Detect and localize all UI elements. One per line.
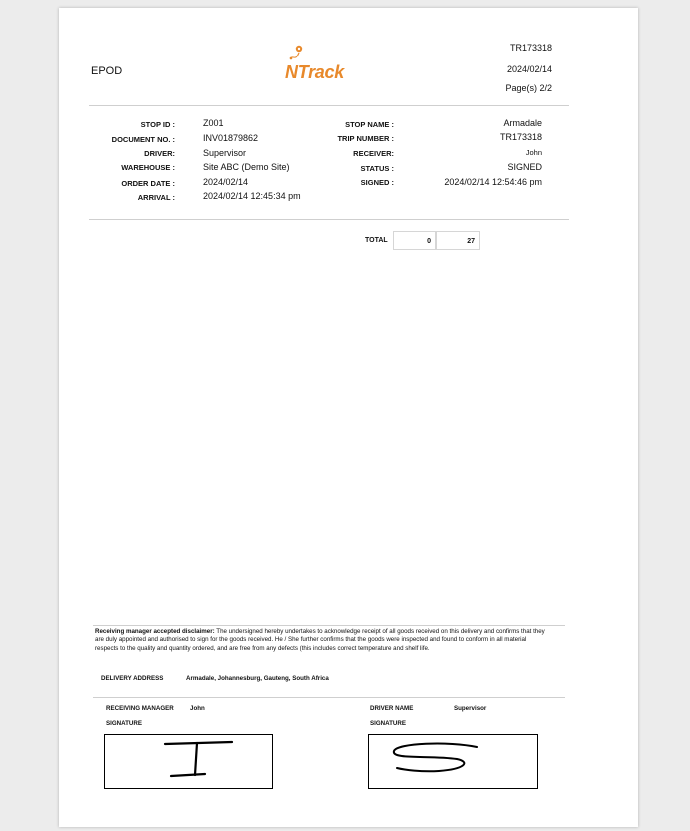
field-label: RECEIVER: (353, 149, 394, 158)
location-pin-icon (289, 44, 305, 60)
field-label: SIGNED : (360, 178, 394, 187)
field-value: Supervisor (203, 148, 247, 158)
field-label: STOP ID : (140, 120, 175, 129)
trip-ref: TR173318 (509, 43, 552, 53)
delivery-address-value: Armadale, Johannesburg, Gauteng, South Africa (186, 675, 329, 682)
doc-type: EPOD (91, 65, 123, 77)
field-label: TRIP NUMBER : (337, 134, 394, 143)
field-label: DRIVER: (144, 149, 175, 158)
divider (93, 697, 565, 698)
field-value: 2024/02/14 (203, 177, 249, 187)
field-value: 2024/02/14 12:54:46 pm (444, 177, 542, 187)
receiving-signature-box (104, 734, 273, 789)
field-label: WAREHOUSE : (121, 163, 175, 172)
driver-signature-image (369, 735, 537, 788)
field-value: John (525, 148, 542, 157)
receiving-signature-image (105, 735, 272, 788)
field-label: ARRIVAL : (137, 193, 175, 202)
brand-name: NTrack (285, 62, 344, 82)
disclaimer-text: The undersigned hereby undertakes to acknowledge receipt of all goods received on this delivery and confirms that they are duly appointed and authorised to sign for the goods received. He / She further confirms that the goods were inspected and found to conform in all material respects to the quality and quantity ordered, and are free from any defects (this includes correct temperature and shelf life. (95, 628, 545, 652)
field-value: SIGNED (507, 162, 542, 172)
driver-name-label: DRIVER NAME (370, 705, 414, 712)
field-value: Z001 (203, 118, 224, 128)
driver-signature-box (368, 734, 538, 789)
field-label: DOCUMENT NO. : (111, 135, 175, 144)
total-value-1: 0 (393, 231, 436, 250)
divider (89, 219, 569, 220)
total-value-2: 27 (436, 231, 480, 250)
field-value: INV01879862 (203, 133, 259, 143)
divider (89, 105, 569, 106)
field-value: 2024/02/14 12:45:34 pm (203, 191, 301, 201)
field-label: ORDER DATE : (121, 179, 175, 188)
field-label: STATUS : (360, 164, 394, 173)
disclaimer-title: Receiving manager accepted disclaimer: (95, 628, 215, 635)
page-count: Page(s) 2/2 (505, 83, 552, 93)
receiving-manager-label: RECEIVING MANAGER (106, 705, 174, 712)
brand-logo (283, 44, 355, 84)
driver-name-value: Supervisor (454, 705, 487, 712)
disclaimer (95, 628, 551, 653)
delivery-address-label: DELIVERY ADDRESS (101, 675, 164, 682)
field-value: Armadale (503, 118, 542, 128)
header-date: 2024/02/14 (506, 64, 552, 74)
receiving-signature-label: SIGNATURE (106, 720, 142, 727)
field-value: TR173318 (499, 132, 542, 142)
driver-signature-label: SIGNATURE (370, 720, 406, 727)
receiving-manager-name: John (190, 705, 205, 712)
field-label: STOP NAME : (345, 120, 394, 129)
field-value: Site ABC (Demo Site) (203, 162, 290, 172)
divider (93, 625, 565, 626)
document-page (59, 8, 638, 827)
total-label: TOTAL (365, 237, 388, 244)
